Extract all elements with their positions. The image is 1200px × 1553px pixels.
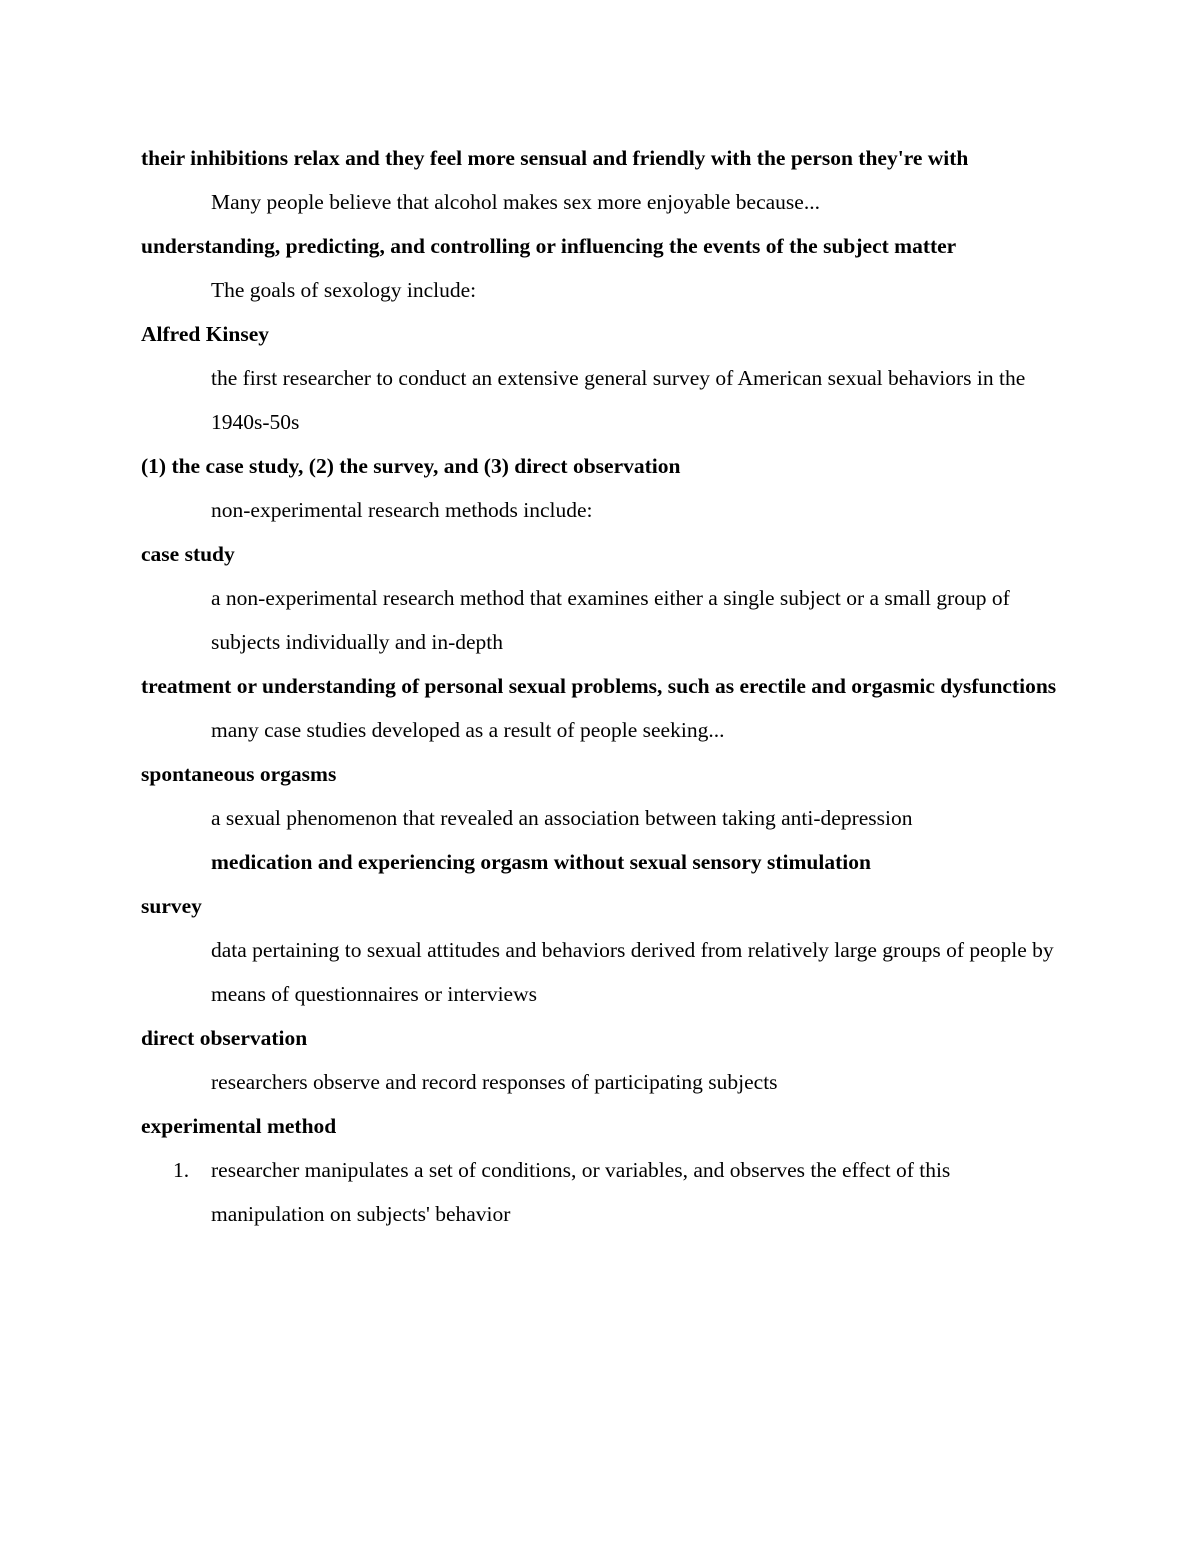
term: survey xyxy=(141,894,202,918)
term: (1) the case study, (2) the survey, and (3) direct observation xyxy=(141,454,681,478)
entry-goals-of-sexology xyxy=(141,224,1061,312)
term: direct observation xyxy=(141,1026,308,1050)
definition: researchers observe and record responses of participating subjects xyxy=(211,1070,778,1094)
definition: the first researcher to conduct an extensive general survey of American sexual behaviors in the 1940s-50s xyxy=(211,366,1026,434)
entry-survey xyxy=(141,884,1061,1016)
definition: Many people believe that alcohol makes sex more enjoyable because... xyxy=(211,190,820,214)
term: their inhibitions relax and they feel more sensual and friendly with the person they're with xyxy=(141,146,969,170)
term: Alfred Kinsey xyxy=(141,322,270,346)
document-body xyxy=(141,136,1061,1236)
entry-alcohol xyxy=(141,136,1061,224)
term: experimental method xyxy=(141,1114,337,1138)
entry-experimental-method xyxy=(141,1104,1061,1236)
term: treatment or understanding of personal sexual problems, such as erectile and orgasmic dysfunctions xyxy=(141,674,1057,698)
list-item xyxy=(141,1148,1061,1236)
entry-direct-observation xyxy=(141,1016,1061,1104)
definition: many case studies developed as a result of people seeking... xyxy=(211,718,725,742)
definition: a non-experimental research method that examines either a single subject or a small group of subjects individually and in-depth xyxy=(211,586,1010,654)
entry-case-study xyxy=(141,532,1061,664)
definition-continuation: medication and experiencing orgasm without sexual sensory stimulation xyxy=(211,850,871,874)
term: spontaneous orgasms xyxy=(141,762,337,786)
entry-case-study-origins xyxy=(141,664,1061,752)
list-item-text: researcher manipulates a set of conditions, or variables, and observes the effect of this manipulation on subjects' behavior xyxy=(211,1158,951,1226)
entry-non-experimental-methods xyxy=(141,444,1061,532)
definition: data pertaining to sexual attitudes and behaviors derived from relatively large groups of people by means of questionnaires or interviews xyxy=(211,938,1054,1006)
numbered-list xyxy=(141,1148,1061,1236)
term: understanding, predicting, and controlling or influencing the events of the subject matter xyxy=(141,234,957,258)
term: case study xyxy=(141,542,235,566)
definition: a sexual phenomenon that revealed an association between taking anti-depression xyxy=(211,806,913,830)
definition: The goals of sexology include: xyxy=(211,278,477,302)
entry-alfred-kinsey xyxy=(141,312,1061,444)
entry-spontaneous-orgasms xyxy=(141,752,1061,884)
definition: non-experimental research methods include: xyxy=(211,498,593,522)
list-number: 1. xyxy=(173,1158,190,1182)
